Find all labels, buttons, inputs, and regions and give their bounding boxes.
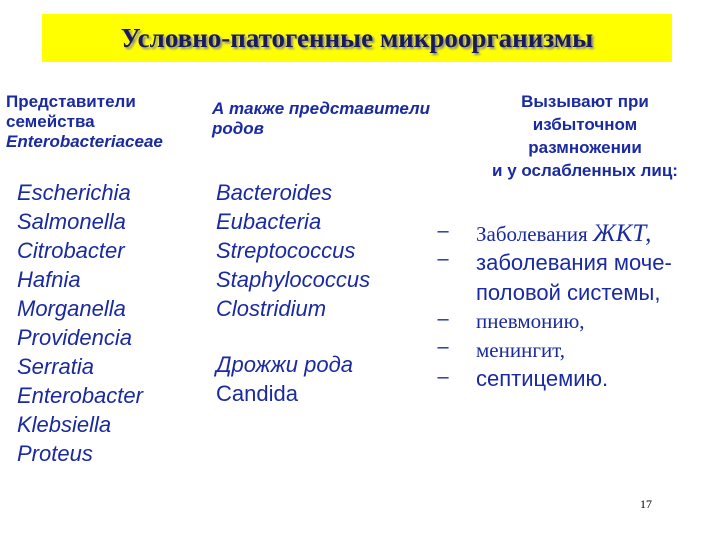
- list-item: Clostridium: [216, 296, 327, 321]
- list-item: Klebsiella: [17, 412, 112, 437]
- dash-bullet: –: [437, 366, 449, 388]
- dash-bullet: –: [437, 220, 449, 242]
- list-item: Staphylococcus: [216, 267, 371, 292]
- list-item: Citrobacter: [17, 238, 125, 263]
- disease-meningitis: менингит,: [476, 338, 566, 362]
- other-genera-list: [216, 178, 446, 323]
- list-item: Bacteroides: [216, 180, 333, 205]
- yeast-line: Candida: [216, 381, 298, 406]
- list-item: Salmonella: [17, 209, 126, 234]
- middle-column-header: [212, 99, 472, 139]
- dash-bullet: –: [437, 308, 449, 330]
- list-item: Escherichia: [17, 180, 131, 205]
- disease-urogenital-line2: половой системы,: [476, 280, 661, 305]
- right-header-line: размножении: [528, 138, 642, 157]
- right-header-line: избыточном: [532, 115, 638, 134]
- left-column-header: [6, 92, 216, 152]
- left-header-line: семейства: [6, 112, 95, 131]
- disease-urogenital-line1: заболевания моче-: [476, 250, 672, 275]
- yeast-line: Дрожжи рода: [216, 352, 353, 377]
- disease-gi: [476, 220, 651, 248]
- list-item: Morganella: [17, 296, 126, 321]
- disease-gi-prefix: Заболевания: [476, 222, 593, 246]
- list-item: Providencia: [17, 325, 132, 350]
- list-item: Eubacteria: [216, 209, 322, 234]
- disease-septicemia: септицемию.: [476, 366, 609, 391]
- dash-bullet: –: [437, 336, 449, 358]
- list-item: Enterobacter: [17, 383, 143, 408]
- left-header-line: Представители: [6, 92, 136, 111]
- page-number: 17: [640, 497, 652, 511]
- dash-bullet: –: [437, 248, 449, 270]
- middle-header-line: родов: [212, 119, 264, 138]
- left-header-family: Enterobacteriaceae: [6, 132, 163, 151]
- middle-header-line: А также представители: [212, 99, 431, 118]
- enterobacteriaceae-list: [17, 178, 217, 468]
- list-item: Serratia: [17, 354, 95, 379]
- right-header-line: и у ослабленных лиц:: [492, 161, 678, 180]
- disease-gi-suffix: ЖКТ,: [592, 220, 652, 247]
- list-item: Hafnia: [17, 267, 81, 292]
- yeast-entry: [216, 350, 446, 408]
- right-header-line: Вызывают при: [521, 92, 649, 111]
- right-column-header: [460, 90, 710, 182]
- disease-pneumonia: пневмонию,: [476, 309, 585, 333]
- list-item: Streptococcus: [216, 238, 356, 263]
- slide-title: Условно-патогенные микроорганизмы: [120, 23, 594, 53]
- list-item: Proteus: [17, 441, 93, 466]
